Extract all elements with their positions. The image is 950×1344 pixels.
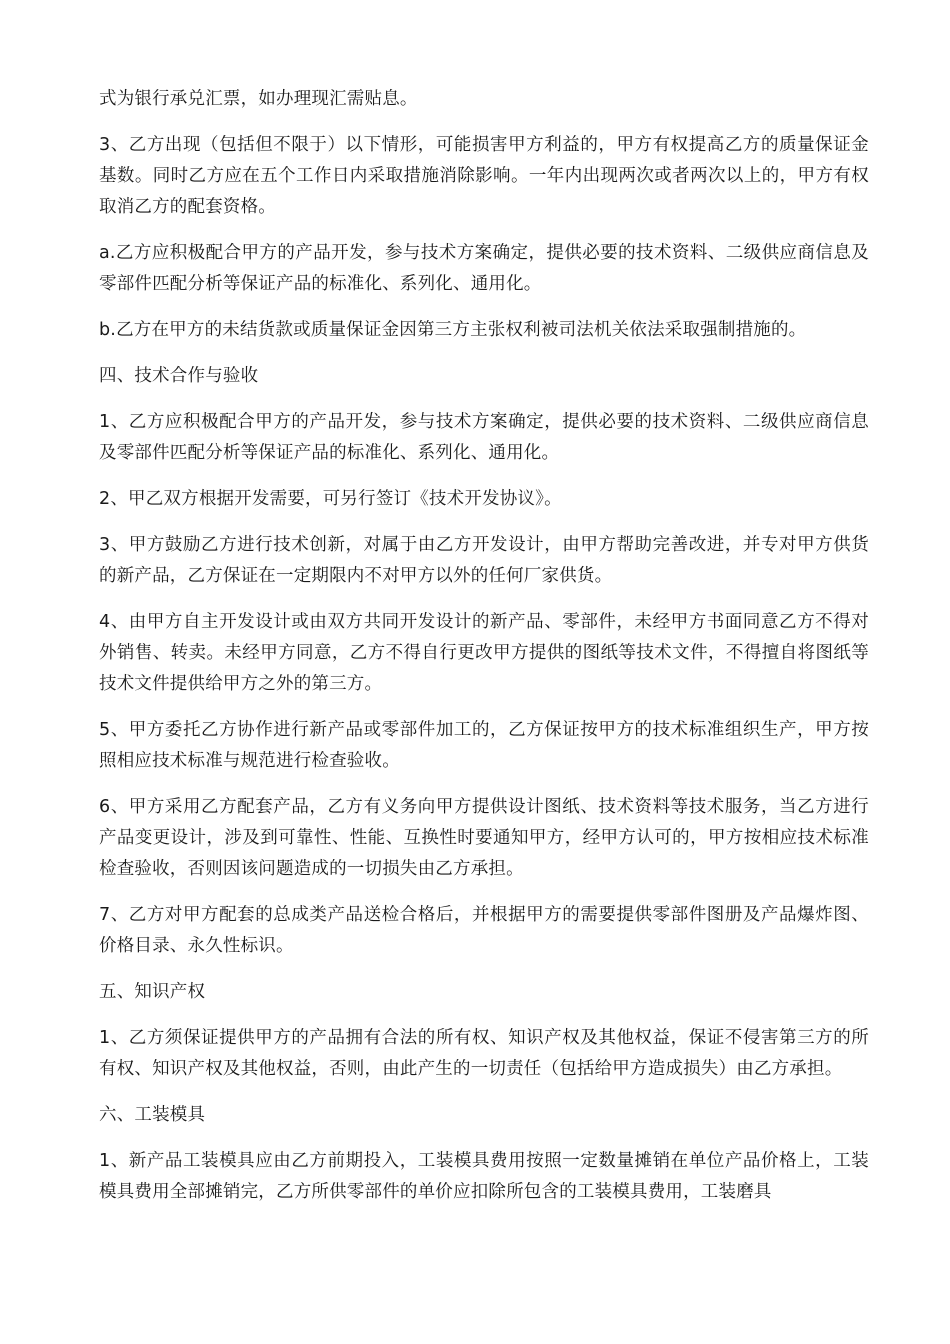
paragraph-clause-3-quality-deposit: 3、乙方出现（包括但不限于）以下情形，可能损害甲方利益的，甲方有权提高乙方的质量保证金基数。同时乙方应在五个工作日内采取措施消除影响。一年内出现两次或者两次以上的，甲方有权取消乙方的配套资格。: [99, 135, 869, 217]
paragraph-tech-clause-5: 5、甲方委托乙方协作进行新产品或零部件加工的，乙方保证按甲方的技术标准组织生产，甲方按照相应技术标准与规范进行检查验收。: [99, 720, 869, 771]
paragraph-tech-clause-7: 7、乙方对甲方配套的总成类产品送检合格后，并根据甲方的需要提供零部件图册及产品爆炸图、价格目录、永久性标识。: [99, 905, 869, 956]
paragraph-tech-clause-6: 6、甲方采用乙方配套产品，乙方有义务向甲方提供设计图纸、技术资料等技术服务，当乙方进行产品变更设计，涉及到可靠性、性能、互换性时要通知甲方，经甲方认可的，甲方按相应技术标准检查验收，否则因该问题造成的一切损失由乙方承担。: [99, 797, 869, 879]
paragraph-tooling-clause-1: 1、新产品工装模具应由乙方前期投入，工装模具费用按照一定数量摊销在单位产品价格上，工装模具费用全部摊销完，乙方所供零部件的单价应扣除所包含的工装模具费用，工装磨具: [99, 1151, 869, 1202]
document-body: [99, 84, 869, 1223]
paragraph-item-a: a.乙方应积极配合甲方的产品开发，参与技术方案确定，提供必要的技术资料、二级供应商信息及零部件匹配分析等保证产品的标准化、系列化、通用化。: [99, 243, 869, 294]
paragraph-item-b: b.乙方在甲方的未结货款或质量保证金因第三方主张权利被司法机关依法采取强制措施的。: [99, 320, 807, 340]
paragraph-tech-clause-1: 1、乙方应积极配合甲方的产品开发，参与技术方案确定，提供必要的技术资料、二级供应商信息及零部件匹配分析等保证产品的标准化、系列化、通用化。: [99, 412, 869, 463]
paragraph-tech-clause-3: 3、甲方鼓励乙方进行技术创新，对属于由乙方开发设计，由甲方帮助完善改进，并专对甲方供货的新产品，乙方保证在一定期限内不对甲方以外的任何厂家供货。: [99, 535, 869, 586]
paragraph-tech-clause-4: 4、由甲方自主开发设计或由双方共同开发设计的新产品、零部件，未经甲方书面同意乙方不得对外销售、转卖。未经甲方同意，乙方不得自行更改甲方提供的图纸等技术文件，不得擅自将图纸等技术文件提供给甲方之外的第三方。: [99, 612, 869, 694]
paragraph-ip-clause-1: 1、乙方须保证提供甲方的产品拥有合法的所有权、知识产权及其他权益，保证不侵害第三方的所有权、知识产权及其他权益，否则，由此产生的一切责任（包括给甲方造成损失）由乙方承担。: [99, 1028, 869, 1079]
section-heading-technical-cooperation: 四、技术合作与验收: [99, 366, 259, 386]
paragraph-payment-method: 式为银行承兑汇票，如办理现汇需贴息。: [99, 89, 418, 109]
section-heading-intellectual-property: 五、知识产权: [99, 982, 206, 1002]
paragraph-tech-clause-2: 2、甲乙双方根据开发需要，可另行签订《技术开发协议》。: [99, 489, 562, 509]
section-heading-tooling-molds: 六、工装模具: [99, 1105, 206, 1125]
